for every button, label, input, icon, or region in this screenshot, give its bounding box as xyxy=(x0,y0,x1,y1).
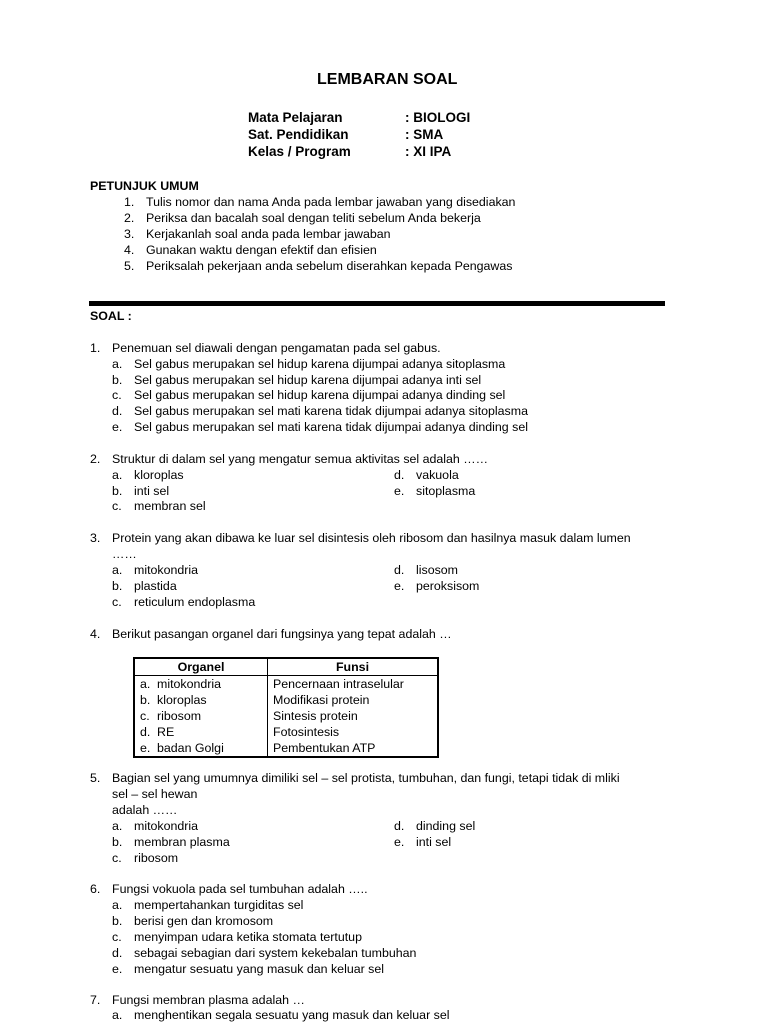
soal-heading: SOAL : xyxy=(90,309,132,323)
option-text: mengatur sesuatu yang masuk dan keluar sel xyxy=(134,962,385,976)
question-text: Struktur di dalam sel yang mengatur semua aktivitas sel adalah …… xyxy=(112,452,489,466)
organel-name: RE xyxy=(157,725,175,739)
organel-table xyxy=(133,657,439,758)
table-header-row xyxy=(134,658,438,676)
option-letter: a. xyxy=(112,357,123,371)
row-letter: d. xyxy=(140,725,151,739)
table-cell-organel xyxy=(134,740,268,757)
option-letter: b. xyxy=(112,373,123,387)
table-header-organel: Organel xyxy=(134,658,268,676)
instruction-text: Periksa dan bacalah soal dengan teliti sebelum Anda bekerja xyxy=(146,211,481,225)
question-text-cont: sel – sel hewan xyxy=(112,787,198,801)
option-letter: a. xyxy=(112,1008,123,1022)
option-letter: a. xyxy=(112,563,123,577)
row-letter: c. xyxy=(140,709,150,723)
table-cell-fungsi: Fotosintesis xyxy=(273,725,340,739)
option-text: inti sel xyxy=(134,484,170,498)
question-num: 1. xyxy=(90,341,101,355)
question-num: 5. xyxy=(90,771,101,785)
table-cell-fungsi: Pencernaan intraselular xyxy=(273,677,404,691)
table-cell-organel xyxy=(134,676,268,693)
table-row xyxy=(134,676,438,693)
question-text: Fungsi membran plasma adalah … xyxy=(112,993,305,1007)
instruction-text: Kerjakanlah soal anda pada lembar jawaban xyxy=(146,227,391,241)
option-letter: d. xyxy=(394,563,405,577)
option-text: dinding sel xyxy=(416,819,476,833)
option-text: membran plasma xyxy=(134,835,230,849)
option-text: sebagai sebagian dari system kekebalan tumbuhan xyxy=(134,946,417,960)
option-text: mempertahankan turgiditas sel xyxy=(134,898,304,912)
instruction-text: Tulis nomor dan nama Anda pada lembar jawaban yang disediakan xyxy=(146,195,516,209)
table-row xyxy=(134,724,438,740)
question-num: 7. xyxy=(90,993,101,1007)
option-letter: e. xyxy=(394,484,405,498)
option-text: inti sel xyxy=(416,835,452,849)
instructions-heading: PETUNJUK UMUM xyxy=(90,179,199,193)
option-letter: b. xyxy=(112,579,123,593)
option-text: Sel gabus merupakan sel hidup karena dijumpai adanya inti sel xyxy=(134,373,482,387)
option-text: kloroplas xyxy=(134,468,184,482)
meta-level-value: : SMA xyxy=(405,127,444,142)
question-text: Penemuan sel diawali dengan pengamatan pada sel gabus. xyxy=(112,341,441,355)
instruction-text: Gunakan waktu dengan efektif dan efisien xyxy=(146,243,377,257)
row-letter: a. xyxy=(140,677,151,691)
question-text-cont: adalah …… xyxy=(112,803,178,817)
option-text: Sel gabus merupakan sel mati karena tidak dijumpai adanya sitoplasma xyxy=(134,404,528,418)
organel-name: kloroplas xyxy=(157,693,207,707)
option-letter: e. xyxy=(394,579,405,593)
question-text: Berikut pasangan organel dari fungsinya yang tepat adalah … xyxy=(112,627,452,641)
option-letter: c. xyxy=(112,851,122,865)
table-cell-fungsi: Pembentukan ATP xyxy=(273,741,376,755)
option-text: menyimpan udara ketika stomata tertutup xyxy=(134,930,362,944)
organel-name: badan Golgi xyxy=(157,741,224,755)
option-letter: b. xyxy=(112,914,123,928)
instruction-num: 1. xyxy=(124,195,135,209)
organel-name: ribosom xyxy=(157,709,202,723)
option-text: vakuola xyxy=(416,468,459,482)
organel-name: mitokondria xyxy=(157,677,222,691)
meta-subject-label: Mata Pelajaran xyxy=(248,110,343,125)
instruction-num: 5. xyxy=(124,259,135,273)
option-letter: a. xyxy=(112,898,123,912)
table-row xyxy=(134,708,438,724)
option-text: plastida xyxy=(134,579,177,593)
row-letter: e. xyxy=(140,741,151,755)
option-text: sitoplasma xyxy=(416,484,476,498)
table-cell-organel xyxy=(134,724,268,740)
option-letter: c. xyxy=(112,388,122,402)
question-num: 4. xyxy=(90,627,101,641)
option-text: Sel gabus merupakan sel hidup karena dijumpai adanya sitoplasma xyxy=(134,357,506,371)
option-text: mitokondria xyxy=(134,819,199,833)
question-text: Protein yang akan dibawa ke luar sel disintesis oleh ribosom dan hasilnya masuk dalam lumen xyxy=(112,531,631,545)
meta-level-label: Sat. Pendidikan xyxy=(248,127,349,142)
option-letter: a. xyxy=(112,468,123,482)
table-cell-fungsi: Sintesis protein xyxy=(273,709,358,723)
option-letter: e. xyxy=(394,835,405,849)
table-header-fungsi: Funsi xyxy=(268,658,439,676)
meta-class-label: Kelas / Program xyxy=(248,144,351,159)
option-letter: b. xyxy=(112,484,123,498)
option-letter: b. xyxy=(112,835,123,849)
option-letter: c. xyxy=(112,595,122,609)
option-text: ribosom xyxy=(134,851,179,865)
option-text: mitokondria xyxy=(134,563,199,577)
option-letter: a. xyxy=(112,819,123,833)
table-row xyxy=(134,740,438,757)
option-letter: e. xyxy=(112,962,123,976)
table-row xyxy=(134,692,438,708)
instruction-num: 3. xyxy=(124,227,135,241)
option-text: menghentikan segala sesuatu yang masuk dan keluar sel xyxy=(134,1008,450,1022)
instruction-num: 4. xyxy=(124,243,135,257)
instruction-num: 2. xyxy=(124,211,135,225)
row-letter: b. xyxy=(140,693,151,707)
question-num: 2. xyxy=(90,452,101,466)
meta-subject-value: : BIOLOGI xyxy=(405,110,471,125)
option-text: Sel gabus merupakan sel hidup karena dijumpai adanya dinding sel xyxy=(134,388,506,402)
question-text: Fungsi vokuola pada sel tumbuhan adalah ….. xyxy=(112,882,368,896)
option-letter: d. xyxy=(394,819,405,833)
option-text: lisosom xyxy=(416,563,458,577)
question-text: Bagian sel yang umumnya dimiliki sel – sel protista, tumbuhan, dan fungi, tetapi tidak di mliki xyxy=(112,771,620,785)
option-letter: d. xyxy=(112,946,123,960)
table-cell-organel xyxy=(134,692,268,708)
option-letter: d. xyxy=(112,404,123,418)
question-text-cont: …… xyxy=(112,547,137,561)
question-num: 3. xyxy=(90,531,101,545)
option-text: berisi gen dan kromosom xyxy=(134,914,274,928)
option-text: reticulum endoplasma xyxy=(134,595,256,609)
meta-class-value: : XI IPA xyxy=(405,144,452,159)
option-text: Sel gabus merupakan sel mati karena tidak dijumpai adanya dinding sel xyxy=(134,420,528,434)
divider-rule xyxy=(89,301,665,306)
table-cell-fungsi: Modifikasi protein xyxy=(273,693,370,707)
option-letter: c. xyxy=(112,930,122,944)
option-text: membran sel xyxy=(134,499,206,513)
table-cell-organel xyxy=(134,708,268,724)
question-num: 6. xyxy=(90,882,101,896)
page-title: LEMBARAN SOAL xyxy=(317,71,458,88)
instruction-text: Periksalah pekerjaan anda sebelum diserahkan kepada Pengawas xyxy=(146,259,513,273)
option-letter: c. xyxy=(112,499,122,513)
option-letter: e. xyxy=(112,420,123,434)
option-text: peroksisom xyxy=(416,579,480,593)
option-letter: d. xyxy=(394,468,405,482)
